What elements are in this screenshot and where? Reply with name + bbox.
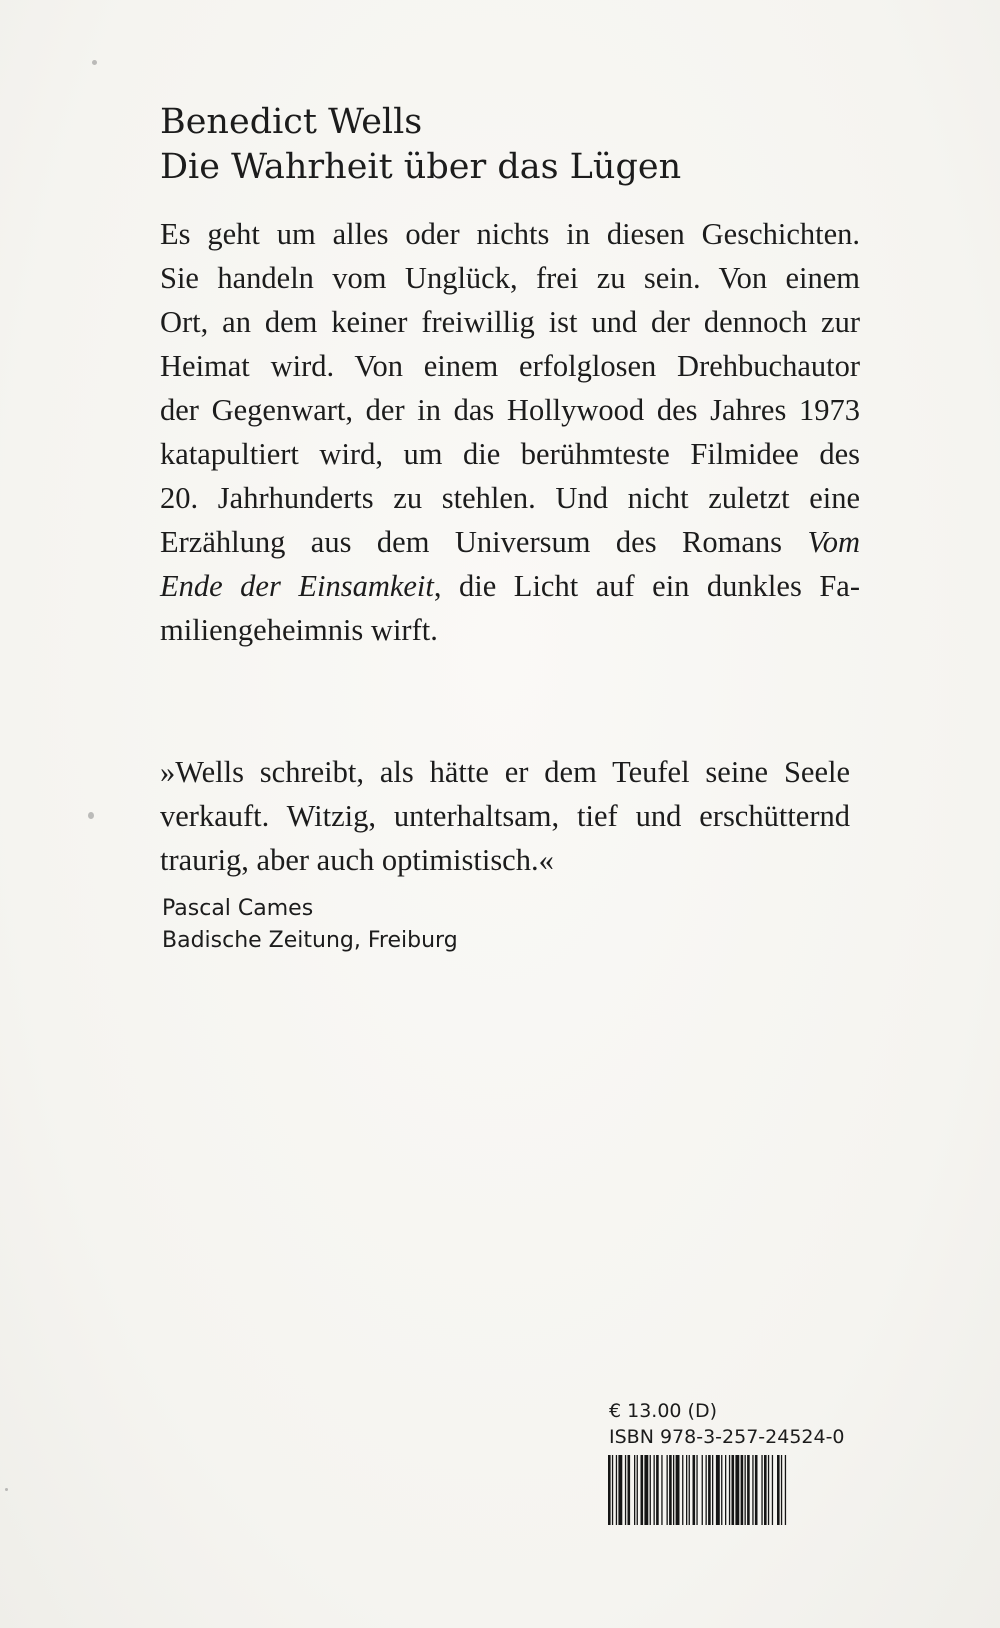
quote-line: traurig, aber auch optimistisch.« [160,843,554,877]
barcode-bar [644,1455,648,1525]
barcode-bar [721,1455,722,1525]
barcode-bar [628,1455,631,1525]
blurb-line: 20. Jahrhunderts zu stehlen. Und nicht zuletzt eine [160,481,860,515]
blurb-text [160,212,860,652]
barcode-bar [654,1455,655,1525]
barcode-bar [781,1455,782,1525]
blurb-line: miliengeheimnis wirft. [160,613,438,647]
barcode-bar [625,1455,626,1525]
blurb-line: Heimat wird. Von einem erfolglosen Drehbuchautor [160,349,860,383]
barcode-bar [673,1455,674,1525]
quote-line: »Wells schreibt, als hätte er dem Teufel seine Seele [160,755,850,789]
barcode-bar [608,1455,611,1525]
barcode-bar [706,1455,707,1525]
blurb-line [160,564,860,608]
barcode-bar [656,1455,659,1525]
review-quote [160,750,850,882]
blurb-line-text: , die Licht auf ein dunkles Fa- [433,569,860,603]
blurb-line: Es geht um alles oder nichts in diesen Geschichten. [160,217,860,251]
barcode-bar [686,1455,687,1525]
isbn-label: ISBN 978-3-257-24524-0 [609,1426,845,1448]
barcode-bar [768,1455,769,1525]
blurb-line: Sie handeln vom Unglück, frei zu sein. Von einem [160,261,860,295]
novel-title-part1: Vom [807,525,861,559]
barcode-bar [785,1455,786,1525]
barcode-bar [634,1455,635,1525]
barcode-bar [735,1455,739,1525]
barcode-bar [745,1455,746,1525]
barcode-bar [764,1455,767,1525]
barcode-bar [702,1455,703,1525]
barcode-bar [637,1455,638,1525]
barcode-bar [616,1455,617,1525]
dust-speck [5,1488,8,1491]
dust-speck [92,60,97,65]
barcode-bar [772,1455,773,1525]
barcode-bar [777,1455,780,1525]
barcode-bar [661,1455,662,1525]
barcode-bar [641,1455,644,1525]
barcode-bar [650,1455,651,1525]
barcode-bar [682,1455,683,1525]
barcode-bar [761,1455,762,1525]
barcode-bar [667,1455,668,1525]
book-title: Die Wahrheit über das Lügen [160,147,682,187]
blurb-line: katapultiert wird, um die berühmteste Filmidee des [160,437,860,471]
blurb-line-text: Erzählung aus dem Universum des Romans [160,525,783,559]
barcode-bar [676,1455,680,1525]
barcode-bar [741,1455,744,1525]
barcode-bar [612,1455,613,1525]
barcode-bar [693,1455,696,1525]
novel-title-part2: Ende der Einsamkeit [160,569,434,603]
barcode-bar [708,1455,711,1525]
barcode-bar [618,1455,622,1525]
barcode-bar [732,1455,735,1525]
barcode-bar [729,1455,730,1525]
author-name: Benedict Wells [160,102,423,142]
barcode-bar [755,1455,758,1525]
blurb-line [160,520,860,564]
barcode-bar [716,1455,720,1525]
barcode-bar [696,1455,697,1525]
price-label: € 13.00 (D) [609,1400,718,1422]
barcode-bar [752,1455,753,1525]
quote-line: verkauft. Witzig, unterhaltsam, tief und erschütternd [160,799,850,833]
barcode-bar [712,1455,713,1525]
barcode-bar [669,1455,672,1525]
dust-speck [88,812,94,819]
barcode-bar [747,1455,750,1525]
critic-publication: Badische Zeitung, Freiburg [162,928,458,953]
barcode-bar [689,1455,690,1525]
blurb-line: der Gegenwart, der in das Hollywood des Jahres 1973 [160,393,860,427]
blurb-line: Ort, an dem keiner freiwillig ist und der dennoch zur [160,305,860,339]
barcode [608,1455,846,1525]
barcode-bar [725,1455,726,1525]
critic-name: Pascal Cames [162,896,314,921]
